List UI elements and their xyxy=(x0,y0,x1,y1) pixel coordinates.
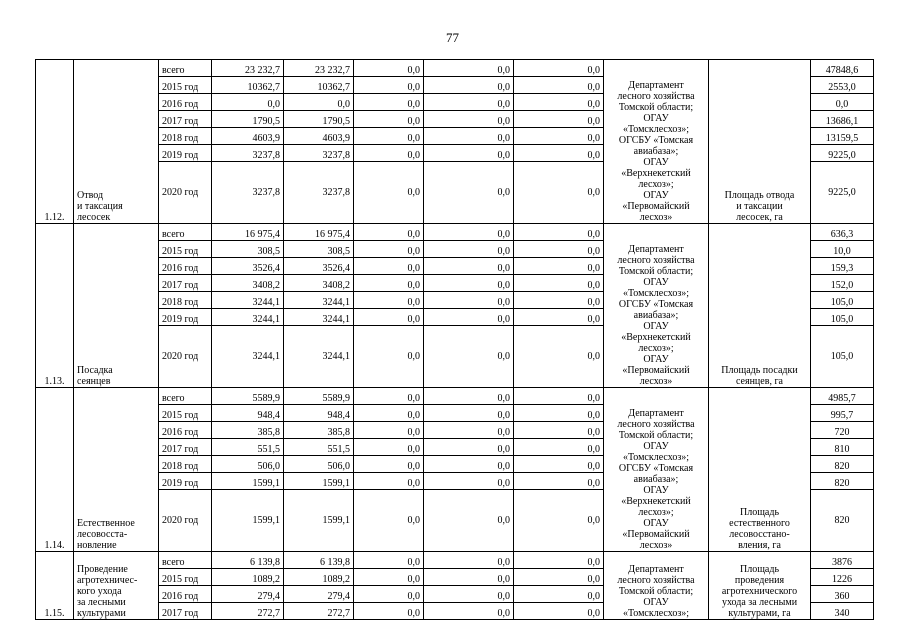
regional-budget-cell: 3237,8 xyxy=(284,145,354,162)
regional-budget-cell: 5589,9 xyxy=(284,388,354,405)
executor-line: лесного хозяйства xyxy=(617,91,695,102)
executor-line: авиабаза»; xyxy=(633,474,679,485)
regional-budget-cell: 3244,1 xyxy=(284,326,354,388)
regional-budget-cell: 3237,8 xyxy=(284,162,354,224)
funding-cell: 0,0 xyxy=(514,490,604,552)
funding-cell: 0,0 xyxy=(424,552,514,569)
indicator-value-cell: 13159,5 xyxy=(811,128,874,145)
total-funding-cell: 385,8 xyxy=(212,422,284,439)
total-funding-cell: 551,5 xyxy=(212,439,284,456)
funding-cell: 0,0 xyxy=(514,586,604,603)
indicator-value-cell: 1226 xyxy=(811,569,874,586)
period-cell: 2016 год xyxy=(159,422,212,439)
indicator-value-cell: 152,0 xyxy=(811,275,874,292)
indicator-line: вления, га xyxy=(738,540,781,551)
funding-cell: 0,0 xyxy=(354,422,424,439)
funding-cell: 0,0 xyxy=(354,128,424,145)
funding-cell: 0,0 xyxy=(514,456,604,473)
funding-cell: 0,0 xyxy=(424,77,514,94)
regional-budget-cell: 23 232,7 xyxy=(284,60,354,77)
indicator-value-cell: 636,3 xyxy=(811,224,874,241)
funding-cell: 0,0 xyxy=(514,326,604,388)
indicator-value-cell: 995,7 xyxy=(811,405,874,422)
funding-cell: 0,0 xyxy=(514,292,604,309)
executor-line: «Томсклесхоз»; xyxy=(622,608,690,619)
executor-line: Департамент xyxy=(628,244,684,255)
funding-cell: 0,0 xyxy=(514,552,604,569)
activity-name xyxy=(74,60,159,224)
funding-cell: 0,0 xyxy=(514,128,604,145)
total-funding-cell: 3237,8 xyxy=(212,162,284,224)
funding-cell: 0,0 xyxy=(354,241,424,258)
total-funding-cell: 1599,1 xyxy=(212,490,284,552)
regional-budget-cell: 1790,5 xyxy=(284,111,354,128)
indicator-value-cell: 9225,0 xyxy=(811,145,874,162)
executor-line: «Верхнекетский xyxy=(621,332,691,343)
period-cell: 2019 год xyxy=(159,309,212,326)
executor-line: Департамент xyxy=(628,80,684,91)
funding-cell: 0,0 xyxy=(354,292,424,309)
funding-cell: 0,0 xyxy=(424,241,514,258)
activity-name-line: Проведение xyxy=(77,564,128,575)
indicator-line: естественного xyxy=(729,518,790,529)
indicator-value-cell: 159,3 xyxy=(811,258,874,275)
funding-cell: 0,0 xyxy=(514,309,604,326)
executor-line: «Верхнекетский xyxy=(621,496,691,507)
total-funding-cell: 3244,1 xyxy=(212,292,284,309)
total-funding-cell: 1599,1 xyxy=(212,473,284,490)
activity-name xyxy=(74,224,159,388)
funding-cell: 0,0 xyxy=(424,439,514,456)
funding-cell: 0,0 xyxy=(424,473,514,490)
funding-cell: 0,0 xyxy=(514,162,604,224)
executor-line: лесхоз» xyxy=(639,376,673,387)
period-cell: 2015 год xyxy=(159,569,212,586)
total-funding-cell: 279,4 xyxy=(212,586,284,603)
executor-line: ОГАУ xyxy=(643,597,669,608)
funding-cell: 0,0 xyxy=(354,326,424,388)
executor-line: Томской области; xyxy=(618,266,694,277)
funding-cell: 0,0 xyxy=(354,586,424,603)
executor-line: ОГСБУ «Томская xyxy=(618,135,694,146)
indicator-value-cell: 720 xyxy=(811,422,874,439)
executor-line: ОГСБУ «Томская xyxy=(618,299,694,310)
funding-cell: 0,0 xyxy=(424,60,514,77)
regional-budget-cell: 4603,9 xyxy=(284,128,354,145)
total-funding-cell: 16 975,4 xyxy=(212,224,284,241)
executor-line: «Томсклесхоз»; xyxy=(622,124,690,135)
funding-cell: 0,0 xyxy=(354,94,424,111)
executor-line: «Томсклесхоз»; xyxy=(622,452,690,463)
funding-cell: 0,0 xyxy=(424,292,514,309)
funding-cell: 0,0 xyxy=(514,603,604,620)
executor-line: ОГАУ xyxy=(643,321,669,332)
activity-name xyxy=(74,388,159,552)
period-cell: 2017 год xyxy=(159,603,212,620)
period-cell: 2017 год xyxy=(159,111,212,128)
indicator-value-cell: 4985,7 xyxy=(811,388,874,405)
page-number: 77 xyxy=(446,30,459,45)
regional-budget-cell: 272,7 xyxy=(284,603,354,620)
funding-cell: 0,0 xyxy=(424,145,514,162)
executor-line: ОГАУ xyxy=(643,485,669,496)
period-cell: 2016 год xyxy=(159,586,212,603)
period-cell: 2020 год xyxy=(159,162,212,224)
period-cell: 2019 год xyxy=(159,145,212,162)
funding-cell: 0,0 xyxy=(354,490,424,552)
activity-name-line: новление xyxy=(77,540,117,551)
funding-cell: 0,0 xyxy=(424,162,514,224)
total-funding-cell: 3526,4 xyxy=(212,258,284,275)
funding-cell: 0,0 xyxy=(514,422,604,439)
funding-cell: 0,0 xyxy=(424,258,514,275)
indicator-line: и таксации xyxy=(736,201,783,212)
regional-budget-cell: 3526,4 xyxy=(284,258,354,275)
activity-number: 1.13. xyxy=(36,224,74,388)
executor-line: Департамент xyxy=(628,564,684,575)
indicator-cell xyxy=(709,60,811,224)
indicator-line: лесосек, га xyxy=(736,212,783,223)
funding-cell: 0,0 xyxy=(354,162,424,224)
funding-cell: 0,0 xyxy=(354,552,424,569)
funding-cell: 0,0 xyxy=(424,224,514,241)
activity-name-line: за лесными xyxy=(77,597,126,608)
total-funding-cell: 4603,9 xyxy=(212,128,284,145)
program-activities-table xyxy=(35,59,874,620)
executor-cell xyxy=(604,60,709,224)
total-funding-cell: 1790,5 xyxy=(212,111,284,128)
regional-budget-cell: 385,8 xyxy=(284,422,354,439)
activity-number: 1.15. xyxy=(36,552,74,620)
executor-line: ОГАУ xyxy=(643,190,669,201)
indicator-value-cell: 820 xyxy=(811,456,874,473)
funding-cell: 0,0 xyxy=(514,258,604,275)
period-cell: 2019 год xyxy=(159,473,212,490)
executor-line: «Первомайский xyxy=(622,365,690,376)
period-cell: 2018 год xyxy=(159,292,212,309)
executor-line: «Томсклесхоз»; xyxy=(622,288,690,299)
executor-cell xyxy=(604,224,709,388)
executor-line: авиабаза»; xyxy=(633,310,679,321)
activity-name-line: лесосек xyxy=(77,212,111,223)
indicator-value-cell: 47848,6 xyxy=(811,60,874,77)
executor-line: «Первомайский xyxy=(622,529,690,540)
funding-cell: 0,0 xyxy=(354,111,424,128)
period-cell: 2018 год xyxy=(159,456,212,473)
total-funding-cell: 3408,2 xyxy=(212,275,284,292)
indicator-value-cell: 3876 xyxy=(811,552,874,569)
period-cell: всего xyxy=(159,388,212,405)
activity-number: 1.14. xyxy=(36,388,74,552)
indicator-value-cell: 105,0 xyxy=(811,326,874,388)
regional-budget-cell: 3244,1 xyxy=(284,309,354,326)
regional-budget-cell: 0,0 xyxy=(284,94,354,111)
total-funding-cell: 6 139,8 xyxy=(212,552,284,569)
executor-line: ОГАУ xyxy=(643,113,669,124)
executor-cell xyxy=(604,552,709,620)
total-funding-cell: 23 232,7 xyxy=(212,60,284,77)
indicator-value-cell: 13686,1 xyxy=(811,111,874,128)
period-cell: 2018 год xyxy=(159,128,212,145)
total-funding-cell: 10362,7 xyxy=(212,77,284,94)
funding-cell: 0,0 xyxy=(424,94,514,111)
table-body xyxy=(36,60,874,620)
funding-cell: 0,0 xyxy=(424,405,514,422)
executor-line: лесного хозяйства xyxy=(617,575,695,586)
funding-cell: 0,0 xyxy=(424,603,514,620)
funding-cell: 0,0 xyxy=(354,145,424,162)
regional-budget-cell: 1599,1 xyxy=(284,473,354,490)
executor-line: лесхоз» xyxy=(639,540,673,551)
regional-budget-cell: 506,0 xyxy=(284,456,354,473)
funding-cell: 0,0 xyxy=(354,224,424,241)
funding-cell: 0,0 xyxy=(514,60,604,77)
activity-name-line: и таксация xyxy=(77,201,123,212)
total-funding-cell: 5589,9 xyxy=(212,388,284,405)
indicator-value-cell: 820 xyxy=(811,473,874,490)
executor-line: ОГАУ xyxy=(643,354,669,365)
funding-cell: 0,0 xyxy=(514,388,604,405)
total-funding-cell: 3237,8 xyxy=(212,145,284,162)
indicator-line: Площадь xyxy=(740,507,779,518)
activity-name-line: сеянцев xyxy=(77,376,111,387)
funding-cell: 0,0 xyxy=(514,405,604,422)
funding-cell: 0,0 xyxy=(354,275,424,292)
funding-cell: 0,0 xyxy=(424,128,514,145)
executor-line: лесхоз»; xyxy=(638,179,674,190)
indicator-value-cell: 105,0 xyxy=(811,309,874,326)
funding-cell: 0,0 xyxy=(514,77,604,94)
executor-line: лесного хозяйства xyxy=(617,419,695,430)
indicator-line: Площадь xyxy=(740,564,779,575)
funding-cell: 0,0 xyxy=(514,473,604,490)
executor-cell xyxy=(604,388,709,552)
period-cell: 2016 год xyxy=(159,94,212,111)
indicator-value-cell: 0,0 xyxy=(811,94,874,111)
indicator-line: лесовосстано- xyxy=(729,529,790,540)
activity-name-line: культурами xyxy=(77,608,126,619)
executor-line: Томской области; xyxy=(618,586,694,597)
funding-cell: 0,0 xyxy=(514,145,604,162)
funding-cell: 0,0 xyxy=(354,603,424,620)
indicator-line: ухода за лесными xyxy=(721,597,798,608)
period-cell: всего xyxy=(159,552,212,569)
regional-budget-cell: 279,4 xyxy=(284,586,354,603)
regional-budget-cell: 308,5 xyxy=(284,241,354,258)
total-funding-cell: 3244,1 xyxy=(212,326,284,388)
funding-cell: 0,0 xyxy=(354,456,424,473)
funding-cell: 0,0 xyxy=(354,569,424,586)
funding-cell: 0,0 xyxy=(514,224,604,241)
funding-cell: 0,0 xyxy=(514,275,604,292)
funding-cell: 0,0 xyxy=(514,111,604,128)
funding-cell: 0,0 xyxy=(424,326,514,388)
executor-line: авиабаза»; xyxy=(633,146,679,157)
funding-cell: 0,0 xyxy=(354,258,424,275)
executor-line: ОГАУ xyxy=(643,157,669,168)
indicator-value-cell: 340 xyxy=(811,603,874,620)
funding-cell: 0,0 xyxy=(354,439,424,456)
regional-budget-cell: 1089,2 xyxy=(284,569,354,586)
regional-budget-cell: 3408,2 xyxy=(284,275,354,292)
executor-line: Томской области; xyxy=(618,430,694,441)
regional-budget-cell: 10362,7 xyxy=(284,77,354,94)
executor-line: ОГСБУ «Томская xyxy=(618,463,694,474)
period-cell: 2017 год xyxy=(159,439,212,456)
total-funding-cell: 1089,2 xyxy=(212,569,284,586)
executor-line: «Верхнекетский xyxy=(621,168,691,179)
table-row xyxy=(36,224,874,241)
regional-budget-cell: 16 975,4 xyxy=(284,224,354,241)
regional-budget-cell: 551,5 xyxy=(284,439,354,456)
funding-cell: 0,0 xyxy=(354,405,424,422)
indicator-value-cell: 2553,0 xyxy=(811,77,874,94)
period-cell: 2015 год xyxy=(159,241,212,258)
indicator-cell xyxy=(709,388,811,552)
indicator-line: Площадь отвода xyxy=(724,190,795,201)
total-funding-cell: 308,5 xyxy=(212,241,284,258)
funding-cell: 0,0 xyxy=(514,241,604,258)
indicator-line: сеянцев, га xyxy=(735,376,783,387)
indicator-value-cell: 360 xyxy=(811,586,874,603)
total-funding-cell: 948,4 xyxy=(212,405,284,422)
executor-line: Департамент xyxy=(628,408,684,419)
activity-name-line: Посадка xyxy=(77,365,113,376)
executor-line: Томской области; xyxy=(618,102,694,113)
indicator-value-cell: 820 xyxy=(811,490,874,552)
activity-name-line: лесовосста- xyxy=(77,529,128,540)
period-cell: 2015 год xyxy=(159,405,212,422)
funding-cell: 0,0 xyxy=(424,422,514,439)
funding-cell: 0,0 xyxy=(354,473,424,490)
executor-line: лесного хозяйства xyxy=(617,255,695,266)
table-row xyxy=(36,60,874,77)
activity-name-line: Естественное xyxy=(77,518,135,529)
indicator-cell xyxy=(709,552,811,620)
funding-cell: 0,0 xyxy=(424,456,514,473)
funding-cell: 0,0 xyxy=(514,94,604,111)
indicator-line: агротехнического xyxy=(721,586,798,597)
funding-cell: 0,0 xyxy=(354,309,424,326)
funding-cell: 0,0 xyxy=(424,388,514,405)
indicator-line: проведения xyxy=(734,575,785,586)
period-cell: 2015 год xyxy=(159,77,212,94)
period-cell: всего xyxy=(159,60,212,77)
indicator-value-cell: 9225,0 xyxy=(811,162,874,224)
funding-cell: 0,0 xyxy=(514,439,604,456)
indicator-line: Площадь посадки xyxy=(721,365,798,376)
total-funding-cell: 3244,1 xyxy=(212,309,284,326)
indicator-value-cell: 105,0 xyxy=(811,292,874,309)
executor-line: ОГАУ xyxy=(643,518,669,529)
period-cell: всего xyxy=(159,224,212,241)
regional-budget-cell: 1599,1 xyxy=(284,490,354,552)
funding-cell: 0,0 xyxy=(424,586,514,603)
funding-cell: 0,0 xyxy=(424,111,514,128)
funding-cell: 0,0 xyxy=(354,60,424,77)
total-funding-cell: 0,0 xyxy=(212,94,284,111)
funding-cell: 0,0 xyxy=(354,388,424,405)
executor-line: лесхоз»; xyxy=(638,343,674,354)
executor-line: лесхоз» xyxy=(639,212,673,223)
funding-cell: 0,0 xyxy=(424,309,514,326)
period-cell: 2020 год xyxy=(159,326,212,388)
executor-line: ОГАУ xyxy=(643,277,669,288)
regional-budget-cell: 3244,1 xyxy=(284,292,354,309)
activity-name xyxy=(74,552,159,620)
funding-cell: 0,0 xyxy=(424,275,514,292)
indicator-value-cell: 10,0 xyxy=(811,241,874,258)
executor-line: лесхоз»; xyxy=(638,507,674,518)
period-cell: 2016 год xyxy=(159,258,212,275)
executor-line: «Первомайский xyxy=(622,201,690,212)
period-cell: 2017 год xyxy=(159,275,212,292)
activity-name-line: Отвод xyxy=(77,190,104,201)
indicator-cell xyxy=(709,224,811,388)
indicator-value-cell: 810 xyxy=(811,439,874,456)
indicator-line: культурами, га xyxy=(728,608,791,619)
executor-line: ОГАУ xyxy=(643,441,669,452)
activity-number: 1.12. xyxy=(36,60,74,224)
activity-name-line: агротехничес- xyxy=(77,575,138,586)
funding-cell: 0,0 xyxy=(514,569,604,586)
table-row xyxy=(36,552,874,569)
total-funding-cell: 272,7 xyxy=(212,603,284,620)
regional-budget-cell: 948,4 xyxy=(284,405,354,422)
regional-budget-cell: 6 139,8 xyxy=(284,552,354,569)
period-cell: 2020 год xyxy=(159,490,212,552)
funding-cell: 0,0 xyxy=(424,490,514,552)
funding-cell: 0,0 xyxy=(424,569,514,586)
table-row xyxy=(36,388,874,405)
activity-name-line: кого ухода xyxy=(77,586,122,597)
funding-cell: 0,0 xyxy=(354,77,424,94)
total-funding-cell: 506,0 xyxy=(212,456,284,473)
